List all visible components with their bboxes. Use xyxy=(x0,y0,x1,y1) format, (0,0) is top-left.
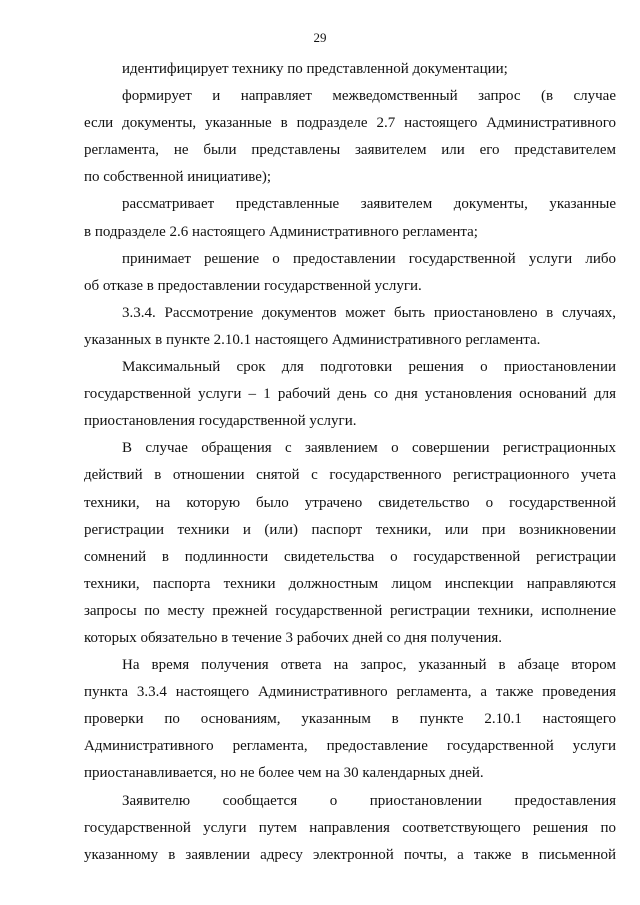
text-line: идентифицирует технику по представленной документации; xyxy=(122,61,508,77)
paragraph xyxy=(84,56,616,83)
text-line: запросы по месту прежней государственной регистрации техники, исполнение xyxy=(84,602,616,619)
text-line: если документы, указанные в подразделе 2.7 настоящего Административного xyxy=(84,115,616,132)
text-line: техники, на которую было утрачено свидетельство о государственной xyxy=(84,494,616,511)
text-line: сомнений в подлинности свидетельства о государственной регистрации xyxy=(84,548,616,565)
text-line: На время получения ответа на запрос, указанный в абзаце втором xyxy=(122,657,616,674)
text-line: об отказе в предоставлении государственной услуги. xyxy=(84,277,422,294)
text-line: по собственной инициативе); xyxy=(84,169,272,186)
page-number: 29 xyxy=(313,30,327,45)
text-line: регистрации техники и (или) паспорт техники, или при возникновении xyxy=(84,521,616,538)
text-line: принимает решение о предоставлении государственной услуги либо xyxy=(122,250,616,267)
text-line: регламента, не были представлены заявителем или его представителем xyxy=(84,142,616,159)
text-line: формирует и направляет межведомственный запрос (в случае xyxy=(122,88,616,105)
text-line: Заявителю сообщается о приостановлении предоставления xyxy=(122,792,616,809)
paragraph xyxy=(84,300,616,354)
text-line: В случае обращения с заявлением о совершении регистрационных xyxy=(122,440,616,457)
text-line: 3.3.4. Рассмотрение документов может быть приостановлено в случаях, xyxy=(122,304,616,321)
text-line: которых обязательно в течение 3 рабочих дней со дня получения. xyxy=(84,629,503,646)
text-line: государственной услуги путем направления соответствующего решения по xyxy=(84,819,616,836)
text-line: указанных в пункте 2.10.1 настоящего Административного регламента. xyxy=(84,331,541,348)
text-line: действий в отношении снятой с государственного регистрационного учета xyxy=(84,467,616,484)
text-line: Максимальный срок для подготовки решения о приостановлении xyxy=(122,359,616,376)
paragraph xyxy=(84,652,616,787)
text-line: Административного регламента, предоставление государственной услуги xyxy=(84,738,616,755)
text-line: приостанавливается, но не более чем на 30 календарных дней. xyxy=(84,765,484,782)
document-body xyxy=(84,56,616,869)
text-line: в подразделе 2.6 настоящего Административного регламента; xyxy=(84,223,478,240)
text-line: рассматривает представленные заявителем документы, указанные xyxy=(122,196,616,213)
text-line: указанному в заявлении адресу электронной почты, а также в письменной xyxy=(84,846,616,863)
paragraph xyxy=(84,788,616,869)
text-line: пункта 3.3.4 настоящего Административного регламента, а также проведения xyxy=(84,684,616,701)
text-line: проверки по основаниям, указанным в пункте 2.10.1 настоящего xyxy=(84,711,616,728)
paragraph xyxy=(84,83,616,191)
text-line: техники, паспорта техники должностным лицом инспекции направляются xyxy=(84,575,616,592)
paragraph xyxy=(84,354,616,435)
paragraph xyxy=(84,435,616,652)
paragraph xyxy=(84,246,616,300)
paragraph xyxy=(84,191,616,245)
text-line: приостановления государственной услуги. xyxy=(84,413,357,430)
text-line: государственной услуги – 1 рабочий день со дня установления оснований для xyxy=(84,386,616,403)
